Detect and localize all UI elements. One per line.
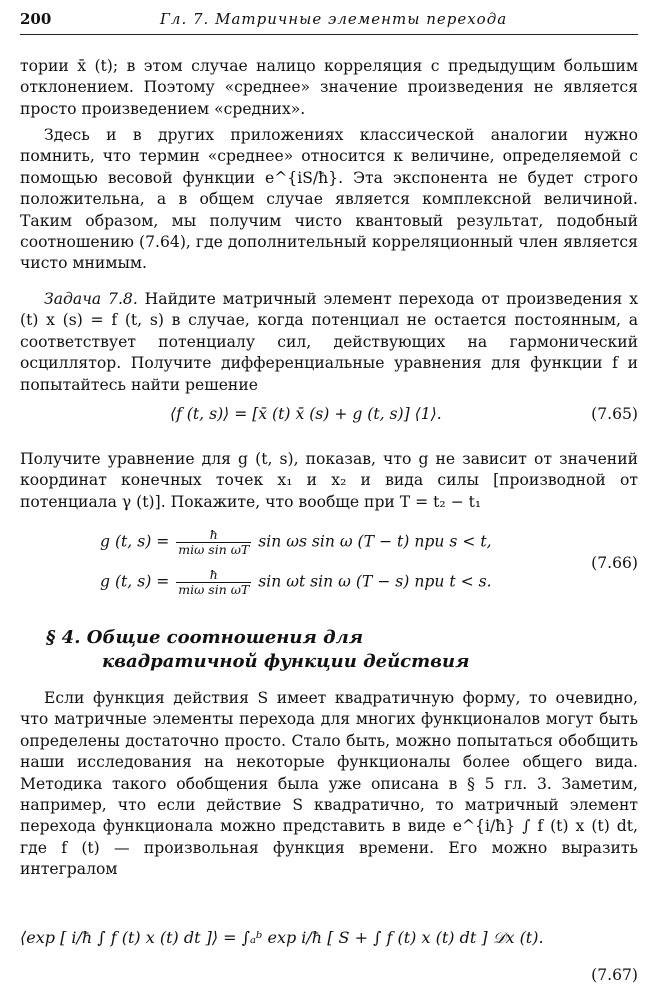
eq766a-denominator: miω sin ωT xyxy=(178,542,250,557)
eq766a-lhs: g (t, s) = xyxy=(100,532,170,551)
section-title-line-2: квадратичной функции действия xyxy=(102,651,470,672)
paragraph-2: Здесь и в других приложениях классической аналогии нужно помнить, что термин «среднее» относится к величине, определяемой с помощью весовой функции e^{iS/ħ}. Эта экспонента не будет строго положительна, а в общем случае является комплексной величиной. Таким образом, мы получим чисто квантовый результат, подобный соотношению (7.64), где дополнительный корреляционный член является чисто мнимым. xyxy=(20,126,638,273)
paragraph-5: Если функция действия S имеет квадратичную форму, то очевидно, что матричные элементы перехода для многих функционалов могут быть определены достаточно просто. Стало быть, можно попытаться обобщить наши исследования на некоторые функционалы более общего вида. Методика такого обобщения была уже описана в § 5 гл. 3. Заметим, например, что если действие S квадратично, то матричный элемент перехода функционала можно представить в виде e^{i/ħ} ∫ f (t) x (t) dt, где f (t) — произвольная функция времени. Его можно выразить интегралом xyxy=(20,689,638,879)
equation-7-65-number: (7.65) xyxy=(591,405,638,423)
eq766a-fraction xyxy=(176,528,251,557)
section-heading xyxy=(46,626,469,674)
equation-7-67-number: (7.67) xyxy=(591,966,638,984)
problem-label: Задача 7.8. xyxy=(44,290,138,308)
eq766a-rhs: sin ωs sin ω (T − t) при s < t, xyxy=(258,532,492,551)
eq766b-rhs: sin ωt sin ω (T − s) при t < s. xyxy=(258,572,492,591)
equation-7-66-number: (7.66) xyxy=(591,554,638,572)
problem-7-8 xyxy=(20,289,638,396)
eq766a-numerator: ħ xyxy=(176,528,251,543)
eq766b-lhs: g (t, s) = xyxy=(100,572,170,591)
equation-7-66-line-1 xyxy=(20,528,638,568)
eq766b-fraction xyxy=(176,568,251,597)
eq766b-denominator: miω sin ωT xyxy=(178,582,250,597)
equation-7-65 xyxy=(20,405,638,431)
equation-7-66-line-2 xyxy=(20,568,638,608)
equation-7-67 xyxy=(20,928,638,964)
problem-text: Найдите матричный элемент перехода от произведения x (t) x (s) = f (t, s) в случае, когда потенциал не остается постоянным, а соответствует потенциалу сил, действующих на гармонический осциллятор. Получите дифференциальные уравнения для функции f и попытайтесь найти решение xyxy=(20,290,638,394)
page-header xyxy=(20,10,638,35)
section-title-line-1: Общие соотношения для xyxy=(86,627,364,648)
paragraph-1: тории x̄ (t); в этом случае налицо корреляция с предыдущим большим отклонением. Поэтому «среднее» значение произведения не является просто произведением «средних». xyxy=(20,57,638,118)
equation-7-67-body: ⟨exp [ i/ħ ∫ f (t) x (t) dt ]⟩ = ∫ₐᵇ exp i/ħ [ S + ∫ f (t) x (t) dt ] 𝒟x (t). xyxy=(20,928,544,947)
section-number: § 4. xyxy=(46,627,81,648)
equation-7-65-body: ⟨f (t, s)⟩ = [x̄ (t) x̄ (s) + g (t, s)] ⟨1⟩. xyxy=(170,405,442,423)
eq766b-numerator: ħ xyxy=(176,568,251,583)
paragraph-4: Получите уравнение для g (t, s), показав, что g не зависит от значений координат конечных точек x₁ и x₂ и вида силы [производной от потенциала γ (t)]. Покажите, что вообще при T = t₂ − t₁ xyxy=(20,450,638,511)
page-number: 200 xyxy=(20,10,52,28)
running-head: Гл. 7. Матричные элементы перехода xyxy=(160,10,508,28)
